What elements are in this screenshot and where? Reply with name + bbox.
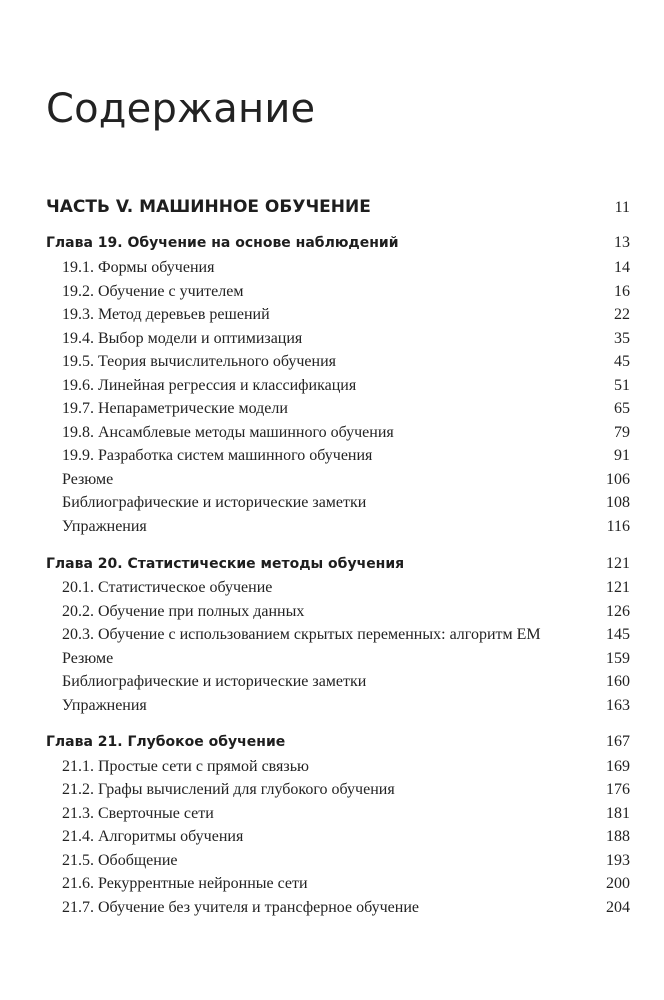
toc-entry-page: 200 bbox=[606, 875, 630, 892]
toc-entry-label: 19.8. Ансамблевые методы машинного обучения bbox=[62, 424, 394, 441]
toc-entry-label: 19.9. Разработка систем машинного обучения bbox=[62, 447, 373, 464]
toc-entry-label: 21.1. Простые сети с прямой связью bbox=[62, 758, 309, 775]
toc-entry-page: 169 bbox=[606, 758, 630, 775]
toc-entry-label: 20.3. Обучение с использованием скрытых переменных: алгоритм ЕМ bbox=[62, 626, 541, 643]
toc-entry bbox=[46, 603, 630, 621]
toc-entry-page: 16 bbox=[614, 283, 630, 300]
toc-entry bbox=[46, 673, 630, 691]
toc-chapter bbox=[46, 234, 630, 252]
toc-entry bbox=[46, 518, 630, 536]
toc-entry bbox=[46, 494, 630, 512]
toc-entry bbox=[46, 781, 630, 799]
toc-entry-label: 20.1. Статистическое обучение bbox=[62, 579, 273, 596]
toc-entry-label: 19.2. Обучение с учителем bbox=[62, 283, 244, 300]
toc-chapter bbox=[46, 733, 630, 751]
toc-entry bbox=[46, 697, 630, 715]
toc-entry-page: 181 bbox=[606, 805, 630, 822]
toc-chapter bbox=[46, 555, 630, 573]
toc-entry-label: Библиографические и исторические заметки bbox=[62, 494, 367, 511]
toc-entry-label: 21.7. Обучение без учителя и трансферное обучение bbox=[62, 899, 419, 916]
toc-entry-label: Резюме bbox=[62, 650, 114, 667]
toc-chapter-page: 167 bbox=[606, 733, 630, 750]
toc-entry-page: 14 bbox=[614, 259, 630, 276]
toc-entry bbox=[46, 377, 630, 395]
toc-entry bbox=[46, 447, 630, 465]
toc-entry bbox=[46, 353, 630, 371]
toc-entry bbox=[46, 471, 630, 489]
toc-entry-label: 21.3. Сверточные сети bbox=[62, 805, 214, 822]
toc-entry-label: Резюме bbox=[62, 471, 114, 488]
toc-entry-page: 159 bbox=[606, 650, 630, 667]
toc-entry-label: 19.3. Метод деревьев решений bbox=[62, 306, 270, 323]
toc-entry bbox=[46, 424, 630, 442]
toc-entry-page: 65 bbox=[614, 400, 630, 417]
toc-chapter-label: Глава 19. Обучение на основе наблюдений bbox=[46, 235, 399, 251]
toc-entry-label: 21.5. Обобщение bbox=[62, 852, 178, 869]
toc-entry bbox=[46, 306, 630, 324]
toc-entry bbox=[46, 828, 630, 846]
toc-entry-page: 79 bbox=[614, 424, 630, 441]
toc-entry bbox=[46, 852, 630, 870]
toc-entry-label: 21.2. Графы вычислений для глубокого обучения bbox=[62, 781, 395, 798]
toc-entry-label: Библиографические и исторические заметки bbox=[62, 673, 367, 690]
toc-part-page: 11 bbox=[614, 199, 630, 216]
page-title: Содержание bbox=[46, 86, 316, 132]
toc-entry-label: Упражнения bbox=[62, 518, 147, 535]
toc-entry bbox=[46, 283, 630, 301]
toc-entry bbox=[46, 899, 630, 917]
toc-chapter-label: Глава 20. Статистические методы обучения bbox=[46, 556, 405, 572]
toc-entry-page: 121 bbox=[606, 579, 630, 596]
toc-entry-label: Упражнения bbox=[62, 697, 147, 714]
toc-chapter-label: Глава 21. Глубокое обучение bbox=[46, 734, 286, 750]
toc-entry-page: 106 bbox=[606, 471, 630, 488]
toc-entry-page: 91 bbox=[614, 447, 630, 464]
toc-part-label: ЧАСТЬ V. МАШИННОЕ ОБУЧЕНИЕ bbox=[46, 197, 371, 217]
toc-entry-label: 21.4. Алгоритмы обучения bbox=[62, 828, 244, 845]
toc-entry-label: 19.5. Теория вычислительного обучения bbox=[62, 353, 337, 370]
toc-entry bbox=[46, 650, 630, 668]
toc-entry bbox=[46, 400, 630, 418]
toc-entry-page: 204 bbox=[606, 899, 630, 916]
toc-chapter-page: 121 bbox=[606, 555, 630, 572]
toc-entry-page: 145 bbox=[606, 626, 630, 643]
toc-entry-page: 176 bbox=[606, 781, 630, 798]
toc-entry-page: 51 bbox=[614, 377, 630, 394]
toc-entry bbox=[46, 758, 630, 776]
toc-entry bbox=[46, 805, 630, 823]
toc-part bbox=[46, 197, 630, 217]
toc-entry-label: 19.7. Непараметрические модели bbox=[62, 400, 288, 417]
toc-entry bbox=[46, 579, 630, 597]
toc-entry-page: 126 bbox=[606, 603, 630, 620]
toc-entry-page: 160 bbox=[606, 673, 630, 690]
toc-entry-label: 21.6. Рекуррентные нейронные сети bbox=[62, 875, 308, 892]
toc-entry-label: 19.6. Линейная регрессия и классификация bbox=[62, 377, 357, 394]
toc-entry bbox=[46, 875, 630, 893]
toc-entry-page: 116 bbox=[606, 518, 630, 535]
toc-entry-page: 163 bbox=[606, 697, 630, 714]
toc-entry-label: 19.4. Выбор модели и оптимизация bbox=[62, 330, 303, 347]
toc-entry-page: 22 bbox=[614, 306, 630, 323]
toc-entry-page: 45 bbox=[614, 353, 630, 370]
toc-entry-page: 108 bbox=[606, 494, 630, 511]
toc-entry-label: 20.2. Обучение при полных данных bbox=[62, 603, 305, 620]
toc-entry bbox=[46, 259, 630, 277]
toc-entry bbox=[46, 330, 630, 348]
toc-entry-label: 19.1. Формы обучения bbox=[62, 259, 215, 276]
toc-entry-page: 35 bbox=[614, 330, 630, 347]
toc-chapter-page: 13 bbox=[614, 234, 630, 251]
toc-entry-page: 188 bbox=[606, 828, 630, 845]
toc-entry-page: 193 bbox=[606, 852, 630, 869]
toc-entry bbox=[46, 626, 630, 644]
